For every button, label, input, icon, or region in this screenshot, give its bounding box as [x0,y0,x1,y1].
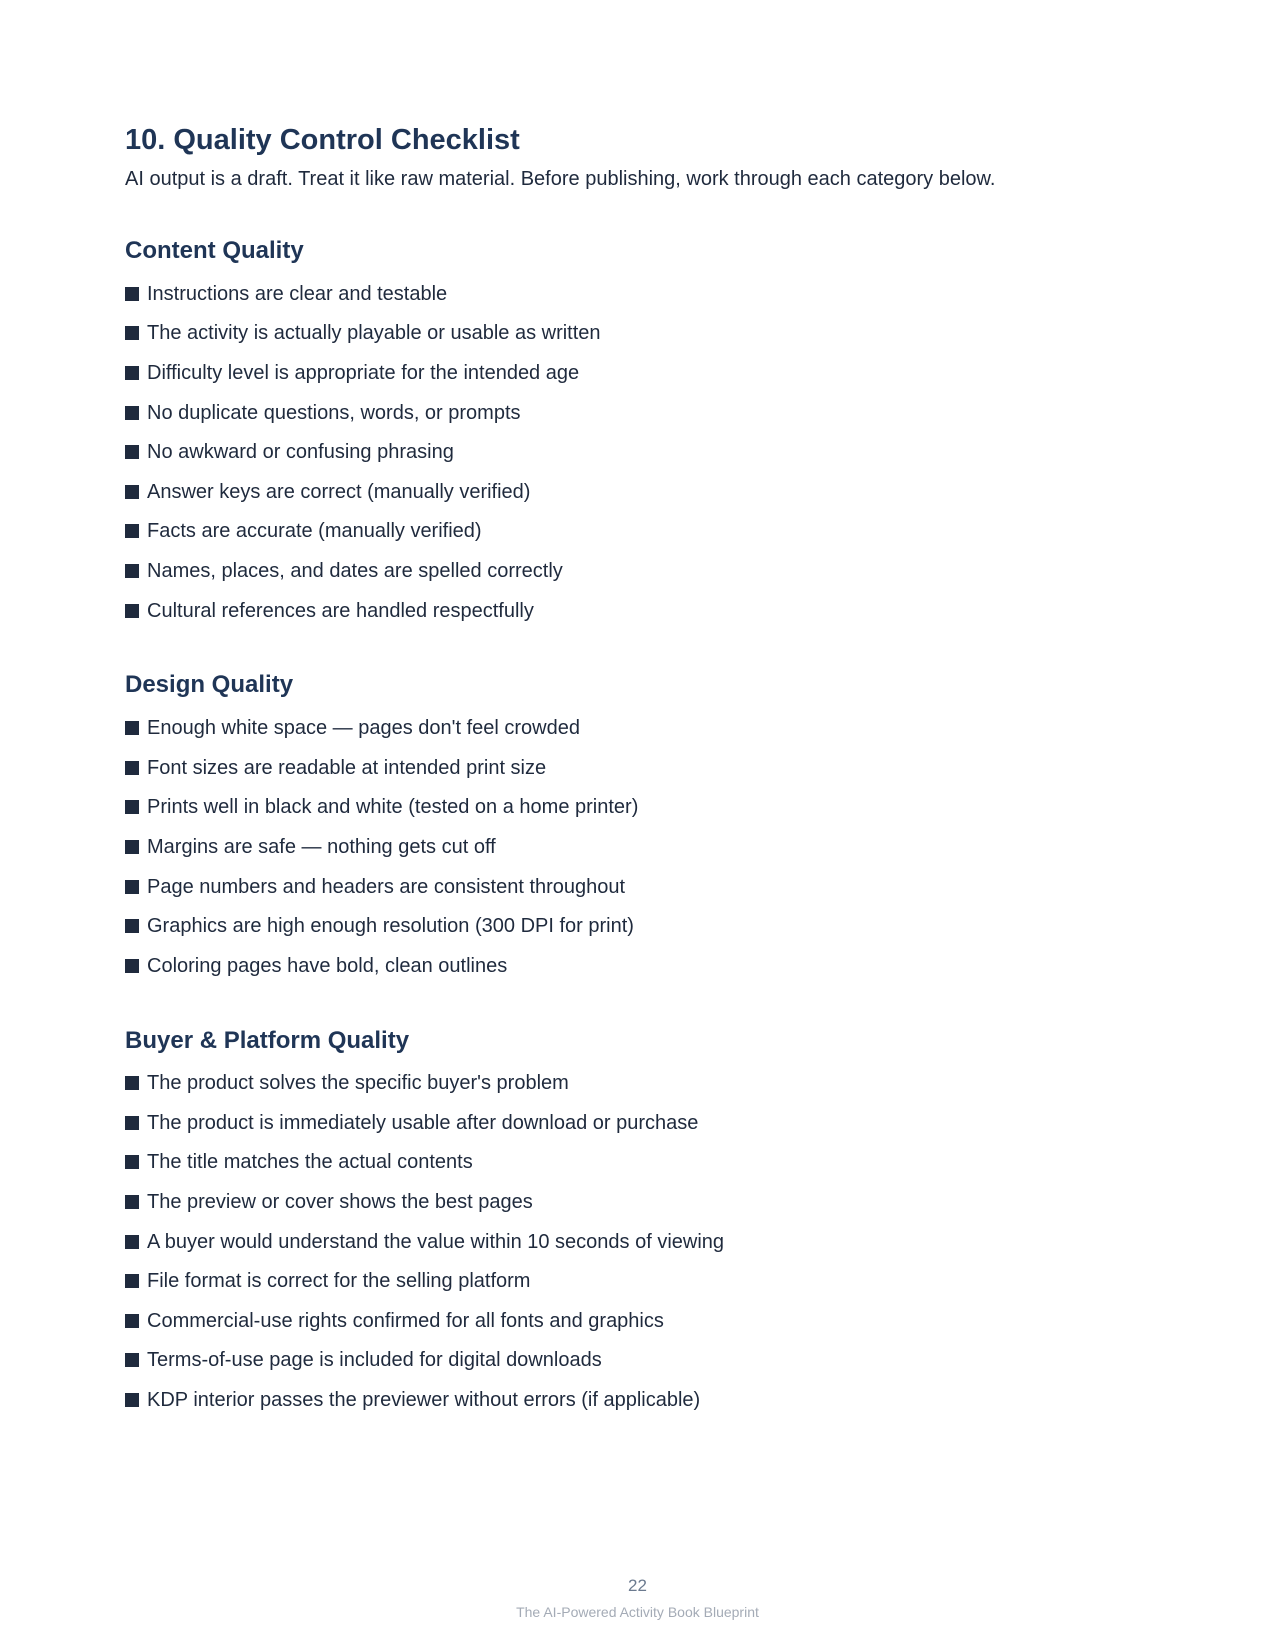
checklist-item [125,1341,1155,1381]
checkbox-square-icon [125,524,139,538]
checklist-item [125,1064,1155,1104]
checklist-item-label: Answer keys are correct (manually verified) [147,480,531,503]
section-content-quality [125,236,1155,630]
checkbox-square-icon [125,1155,139,1169]
section-buyer-platform-quality [125,1026,1155,1420]
checklist-item-label: Difficulty level is appropriate for the intended age [147,361,580,384]
checklist-item-label: The title matches the actual contents [147,1151,473,1174]
checklist-item [125,393,1155,433]
checklist-item-label: The product solves the specific buyer's problem [147,1072,569,1095]
checkbox-square-icon [125,485,139,499]
checklist-item-label: No duplicate questions, words, or prompts [147,401,521,424]
checkbox-square-icon [125,406,139,420]
checklist-item-label: Prints well in black and white (tested on a home printer) [147,796,639,819]
checklist-item [125,472,1155,512]
checkbox-square-icon [125,880,139,894]
section-heading: Buyer & Platform Quality [125,1026,410,1054]
checklist-item [125,551,1155,591]
checklist-item-label: Font sizes are readable at intended print size [147,756,547,779]
checklist-item [125,512,1155,552]
checklist-item-label: Coloring pages have bold, clean outlines [147,954,508,977]
checkbox-square-icon [125,326,139,340]
checkbox-square-icon [125,564,139,578]
checkbox-square-icon [125,445,139,459]
checklist-item-label: A buyer would understand the value within 10 seconds of viewing [147,1230,725,1253]
checklist-item-label: Enough white space — pages don't feel crowded [147,717,580,740]
checklist-item [125,788,1155,828]
checklist-item-label: Instructions are clear and testable [147,282,448,305]
checkbox-square-icon [125,1314,139,1328]
checklist-item [125,827,1155,867]
checklist-item [125,591,1155,631]
checkbox-square-icon [125,1235,139,1249]
checkbox-square-icon [125,959,139,973]
section-heading: Design Quality [125,671,294,699]
checklist-item-label: The product is immediately usable after download or purchase [147,1111,699,1134]
checklist-item-label: Graphics are high enough resolution (300 DPI for print) [147,915,634,938]
page-content [125,122,1155,1420]
checkbox-square-icon [125,800,139,814]
checkbox-square-icon [125,1353,139,1367]
page-title: 10. Quality Control Checklist [125,124,520,156]
checklist-item-label: Margins are safe — nothing gets cut off [147,835,496,858]
checkbox-square-icon [125,1116,139,1130]
checkbox-square-icon [125,1274,139,1288]
checkbox-square-icon [125,761,139,775]
checklist-item [125,1222,1155,1262]
checklist-item-label: No awkward or confusing phrasing [147,441,454,464]
checkbox-square-icon [125,604,139,618]
checklist-item [125,274,1155,314]
footer-book-title: The AI-Powered Activity Book Blueprint [516,1604,759,1620]
checklist-item-label: Names, places, and dates are spelled correctly [147,559,563,582]
checkbox-square-icon [125,840,139,854]
checkbox-square-icon [125,1076,139,1090]
checkbox-square-icon [125,366,139,380]
checklist-item [125,906,1155,946]
checklist-item [125,314,1155,354]
checklist-item [125,708,1155,748]
checklist [125,708,1155,985]
checklist-item-label: The activity is actually playable or usable as written [147,322,601,345]
checklist-item [125,353,1155,393]
intro-text: AI output is a draft. Treat it like raw material. Before publishing, work through each category below. [125,168,996,190]
checklist-item [125,1143,1155,1183]
checklist-item [125,1301,1155,1341]
checklist-item [125,748,1155,788]
checkbox-square-icon [125,1393,139,1407]
checklist-item [125,1380,1155,1420]
checklist [125,1064,1155,1420]
checklist-item [125,946,1155,986]
checklist-item-label: Cultural references are handled respectfully [147,599,534,622]
checklist [125,274,1155,630]
checklist-item [125,1182,1155,1222]
checklist-item [125,432,1155,472]
checklist-item-label: Terms-of-use page is included for digital downloads [147,1349,602,1372]
checklist-item-label: File format is correct for the selling platform [147,1270,531,1293]
checkbox-square-icon [125,919,139,933]
checklist-item [125,1261,1155,1301]
checklist-item-label: Commercial-use rights confirmed for all fonts and graphics [147,1309,664,1332]
checklist-item-label: KDP interior passes the previewer without errors (if applicable) [147,1389,701,1412]
checklist-item [125,1103,1155,1143]
checkbox-square-icon [125,287,139,301]
checklist-item [125,867,1155,907]
checklist-item-label: Page numbers and headers are consistent throughout [147,875,626,898]
checkbox-square-icon [125,1195,139,1209]
section-heading: Content Quality [125,237,304,264]
page-number: 22 [628,1576,647,1595]
section-design-quality [125,670,1155,985]
checklist-item-label: Facts are accurate (manually verified) [147,520,482,543]
checklist-item-label: The preview or cover shows the best pages [147,1191,533,1214]
checkbox-square-icon [125,721,139,735]
